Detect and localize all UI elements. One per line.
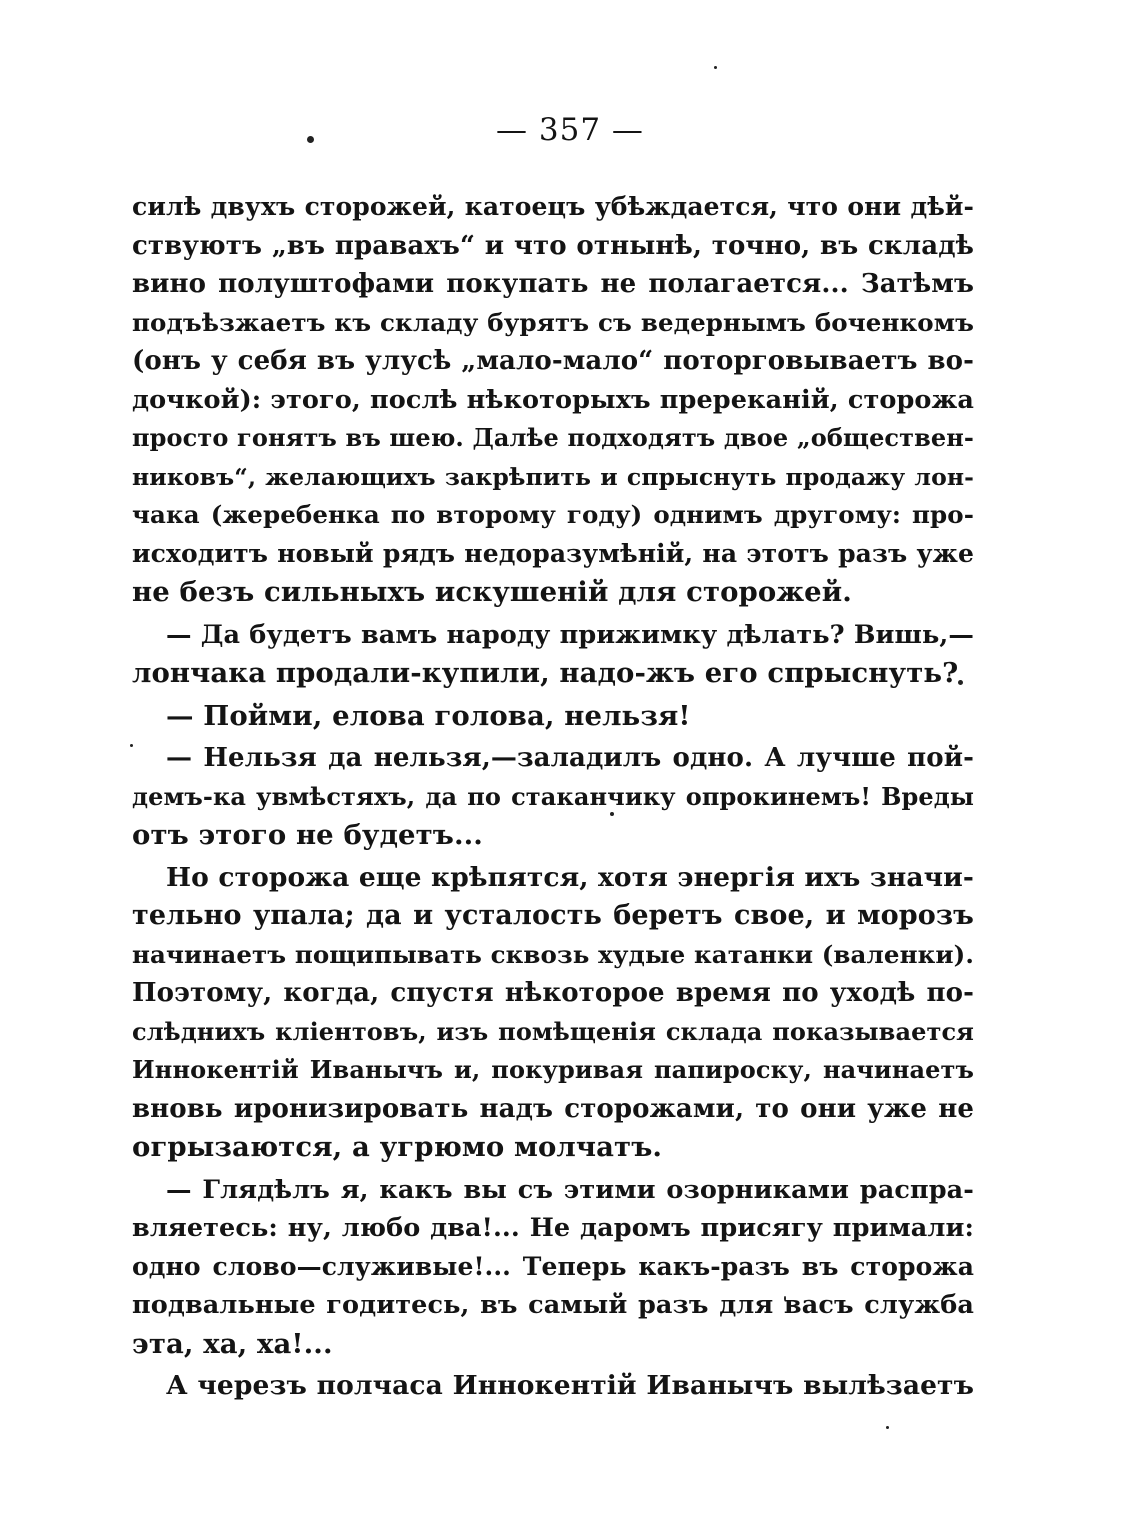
text-line: подъѣзжаетъ къ складу бурятъ съ ведернымъ боченкомъ	[132, 307, 974, 337]
text-line: (онъ у себя въ улусѣ „мало-мало“ поторговываетъ во-	[132, 346, 974, 376]
text-line: — Пойми, елова голова, нельзя!	[166, 699, 691, 732]
text-line: отъ этого не будетъ...	[132, 819, 483, 851]
text-line: вино полуштофами покупать не полагается... Затѣмъ	[132, 269, 974, 299]
text-line: демъ-ка увмѣстяхъ, да по стаканчику опрокинемъ! Вреды	[132, 781, 974, 811]
text-line: одно слово—служивые!... Теперь какъ-разъ въ сторожа	[132, 1251, 974, 1281]
page-number: — 357 —	[496, 112, 644, 148]
text-line: Но сторожа еще крѣпятся, хотя энергія ихъ значи-	[166, 861, 974, 893]
text-line: Поэтому, когда, спустя нѣкоторое время по уходѣ по-	[132, 978, 974, 1008]
text-line: силѣ двухъ сторожей, катоецъ убѣждается, что они дѣй-	[132, 192, 974, 221]
body-text	[132, 188, 974, 1406]
text-line: — Глядѣлъ я, какъ вы съ этими озорниками распра-	[166, 1174, 974, 1205]
text-line: лончака продали-купили, надо-жъ его спрыснуть?	[132, 657, 959, 689]
text-line: — Да будетъ вамъ народу прижимку дѣлать? Вишь,—	[166, 619, 974, 650]
text-line: эта, ха, ха!...	[132, 1327, 333, 1360]
text-line: исходитъ новый рядъ недоразумѣній, на этотъ разъ уже	[132, 538, 974, 568]
paragraph	[132, 616, 974, 693]
text-line: ствуютъ „въ правахъ“ и что отнынѣ, точно, въ складѣ	[132, 230, 974, 261]
text-line: вновь иронизировать надъ сторожами, то они уже не	[132, 1093, 974, 1124]
text-line: Иннокентій Иванычъ и, покуривая папироску, начинаетъ	[132, 1055, 974, 1084]
text-line: вляетесь: ну, любо два!... Не даромъ присягу примали:	[132, 1213, 974, 1243]
paragraph	[132, 697, 974, 736]
paragraph	[132, 859, 974, 1167]
text-line: просто гонятъ въ шею. Далѣе подходятъ двое „обществен-	[132, 423, 974, 452]
ink-speck	[714, 66, 717, 69]
text-line: никовъ“, желающихъ закрѣпить и спрыснуть продажу лон-	[132, 462, 974, 491]
paragraph	[132, 739, 974, 855]
text-line: дочкой): этого, послѣ нѣкоторыхъ пререканій, сторожа	[132, 384, 974, 415]
text-line: начинаетъ пощипывать сквозь худые катанки (валенки).	[132, 939, 974, 969]
paragraph	[132, 1171, 974, 1364]
ink-speck	[886, 1426, 889, 1429]
text-line: слѣднихъ клiентовъ, изъ помѣщенія склада показывается	[132, 1016, 974, 1046]
paragraph	[132, 188, 974, 612]
text-line: — Нельзя да нельзя,—заладилъ одно. А лучше пой-	[166, 743, 974, 773]
paragraph	[132, 1367, 974, 1406]
text-line: подвальные годитесь, въ самый разъ для васъ служба	[132, 1290, 974, 1320]
text-line: А черезъ полчаса Иннокентій Иванычъ вылѣзаетъ	[166, 1370, 974, 1401]
text-line: тельно упала; да и усталость беретъ свое, и морозъ	[132, 900, 974, 931]
text-line: огрызаются, а угрюмо молчатъ.	[132, 1131, 663, 1163]
text-line: чака (жеребенка по второму году) однимъ другому: про-	[132, 500, 974, 529]
text-line: не безъ сильныхъ искушеній для сторожей.	[132, 576, 852, 608]
